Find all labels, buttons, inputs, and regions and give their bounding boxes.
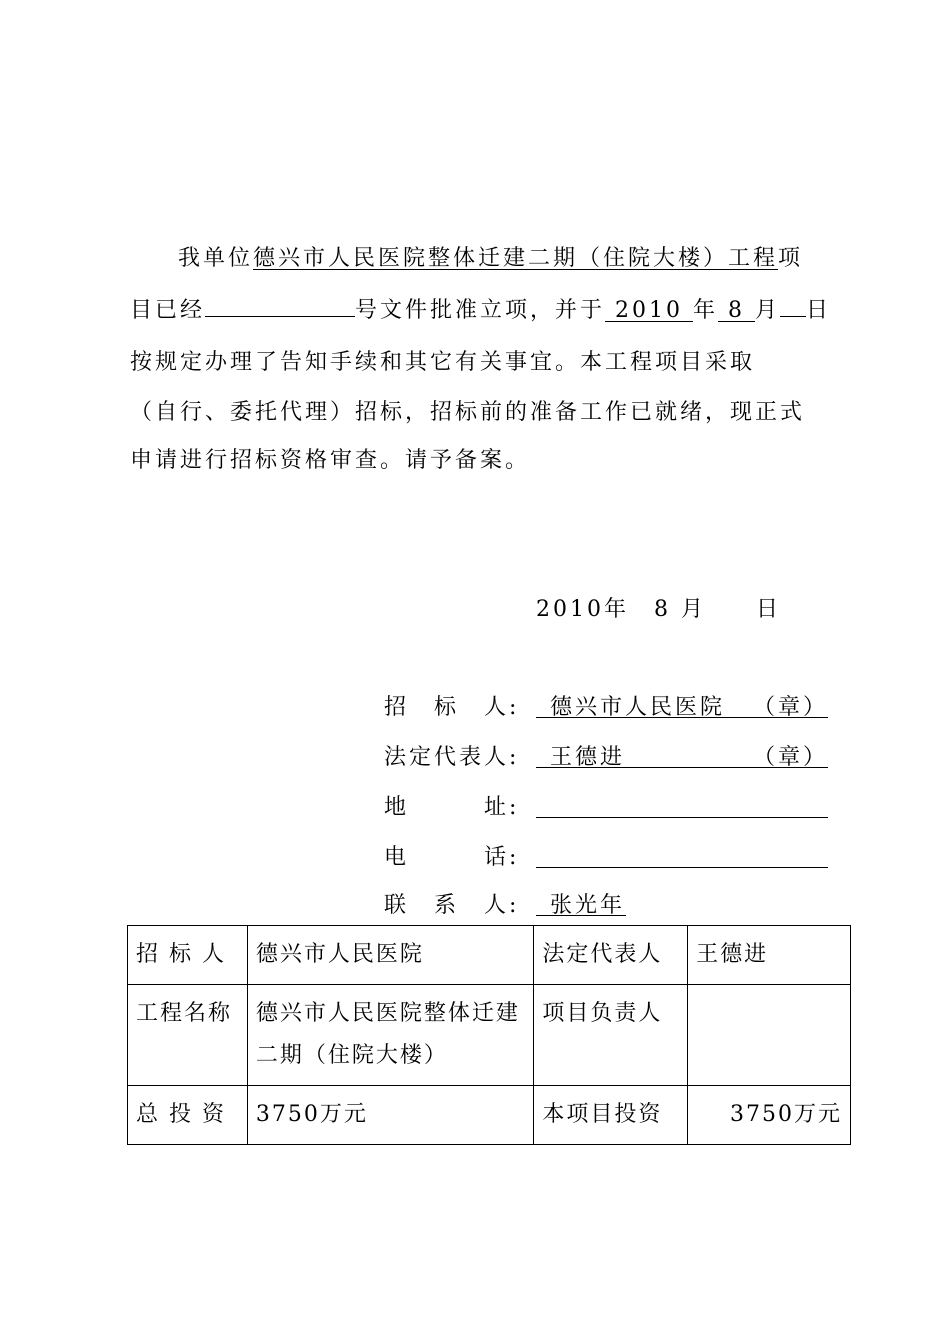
address-label: 地 址: — [384, 795, 520, 820]
table-cell-bidder-label: 招 标 人 — [128, 926, 248, 985]
legal-rep-field — [536, 740, 828, 768]
table-row — [128, 926, 851, 985]
legal-rep-label: 法定代表人: — [384, 745, 520, 770]
table-cell-project-investment-value: 3750万元 — [688, 1086, 851, 1145]
table-cell-manager-label: 项目负责人 — [534, 985, 688, 1086]
table-row — [128, 985, 851, 1086]
address-row — [384, 790, 534, 821]
contact-field — [536, 888, 626, 916]
phone-underline — [536, 867, 828, 868]
table-cell-legal-value: 王德进 — [688, 926, 851, 985]
bidder-row — [384, 690, 828, 721]
address-field — [536, 790, 828, 818]
approval-month: 8 — [718, 298, 756, 323]
line2-part-a: 目已经 — [130, 298, 206, 323]
bidder-seal: （章） — [752, 695, 828, 720]
project-name-underlined: 德兴市人民医院整体迁建二期（住院大楼）工程 — [253, 246, 779, 271]
legal-rep-value: 王德进 — [550, 745, 626, 770]
table-cell-bidder-value: 德兴市人民医院 — [247, 926, 534, 985]
info-table — [127, 925, 851, 1145]
bidder-field — [536, 690, 828, 718]
line2-day-char: 日 — [806, 298, 832, 323]
table-cell-project-value: 德兴市人民医院整体迁建二期（住院大楼） — [247, 985, 534, 1086]
line2-month-char: 月 — [755, 298, 781, 323]
line2-year-char: 年 — [693, 298, 719, 323]
phone-label: 电 话: — [384, 845, 520, 870]
table-cell-project-label: 工程名称 — [128, 985, 248, 1086]
paragraph-line-5: 申请进行招标资格审查。请予备案。 — [130, 448, 531, 473]
phone-row — [384, 840, 534, 871]
line1-prefix: 我单位 — [178, 246, 254, 271]
approval-day-blank — [780, 294, 806, 317]
contact-row — [384, 888, 626, 919]
bidder-value: 德兴市人民医院 — [550, 695, 726, 720]
table-cell-legal-label: 法定代表人 — [534, 926, 688, 985]
table-cell-project-investment-label: 本项目投资 — [534, 1086, 688, 1145]
legal-rep-row — [384, 740, 828, 771]
paragraph-line-2 — [130, 293, 831, 324]
paragraph-line-4: （自行、委托代理）招标，招标前的准备工作已就绪，现正式 — [130, 400, 806, 425]
address-underline — [536, 817, 828, 818]
table-cell-manager-value — [688, 985, 851, 1086]
line1-suffix: 项 — [778, 246, 804, 271]
paragraph-line-3: 按规定办理了告知手续和其它有关事宜。本工程项目采取 — [130, 350, 756, 375]
bidder-label: 招 标 人: — [384, 695, 520, 720]
table-cell-total-label: 总 投 资 — [128, 1086, 248, 1145]
contact-value: 张光年 — [550, 893, 626, 918]
table-cell-total-value: 3750万元 — [247, 1086, 534, 1145]
date-line: 2010年 8 月 日 — [536, 597, 781, 622]
line2-part-b: 号文件批准立项，并于 — [355, 298, 606, 323]
approval-number-blank — [205, 294, 355, 317]
legal-rep-seal: （章） — [752, 745, 828, 770]
approval-year: 2010 — [605, 298, 694, 323]
table-row — [128, 1086, 851, 1145]
phone-field — [536, 840, 828, 868]
contact-label: 联 系 人: — [384, 893, 520, 918]
paragraph-line-1 — [178, 241, 803, 272]
